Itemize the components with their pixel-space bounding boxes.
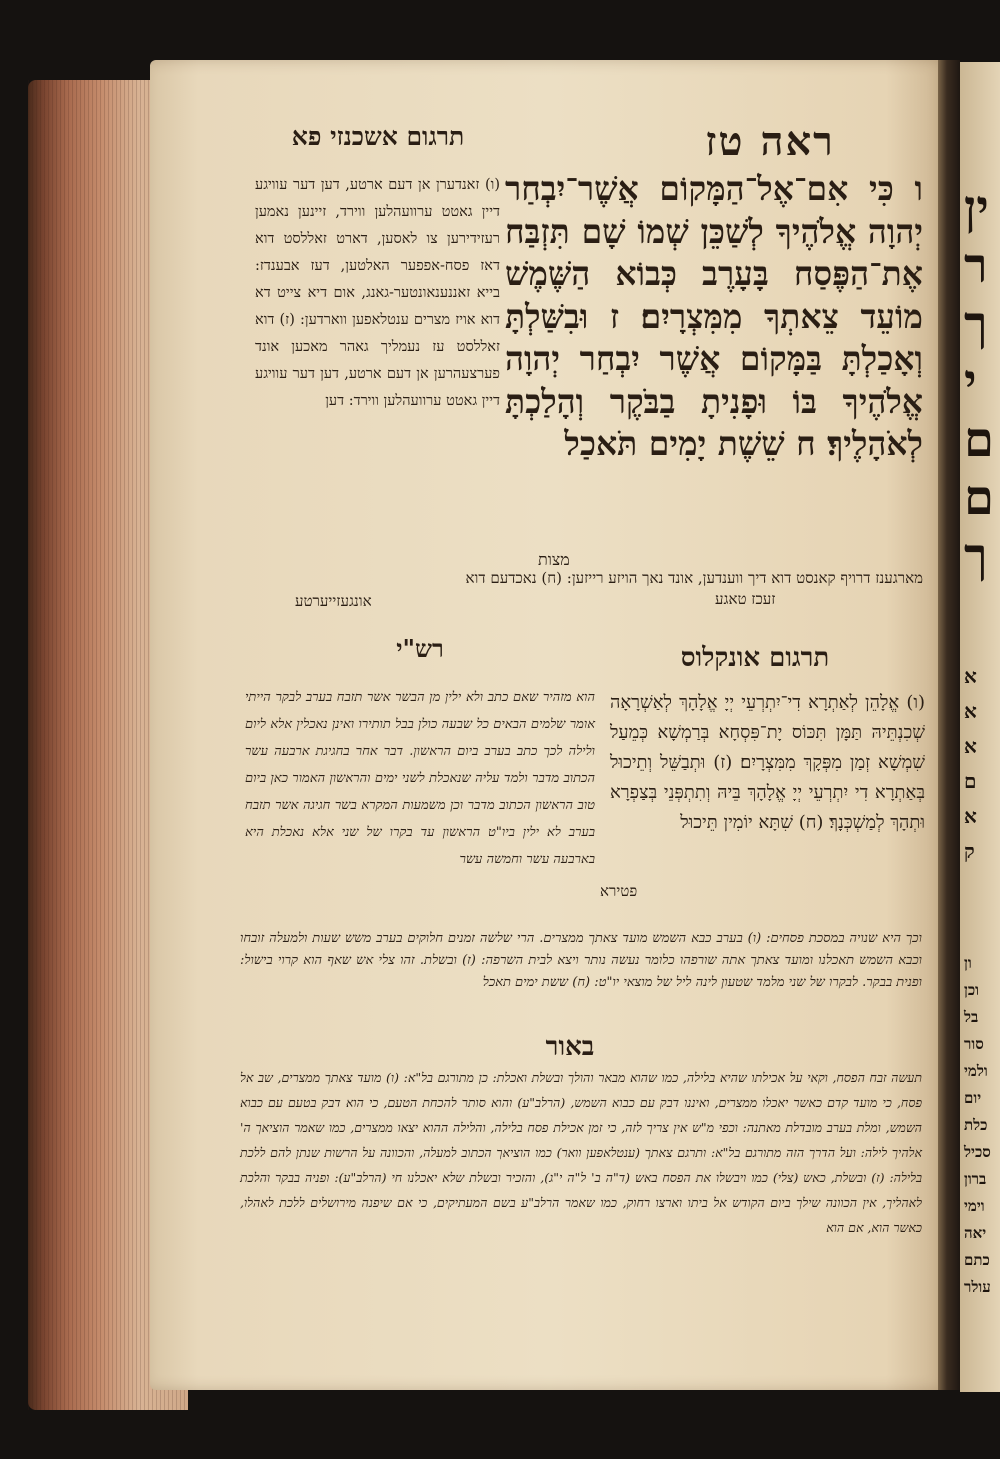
book-gutter bbox=[938, 60, 960, 1390]
facing-page-fragment bbox=[960, 62, 1000, 1392]
facing-glyph: א bbox=[964, 699, 977, 723]
facing-glyph: כלת bbox=[964, 1116, 988, 1134]
parsha-heading: ראה טז bbox=[705, 118, 835, 165]
translation-line-3: אונגעזייערטע bbox=[295, 592, 372, 610]
facing-glyph: בל bbox=[964, 1008, 979, 1026]
translation-line-1: מארגענז דרויף קאנסט דוא דיך ווענדען, אונד נאך הויזע רייזען: (ח) נאכדעם דוא bbox=[465, 569, 923, 587]
rashi-continuation: וכך היא שנויה במסכת פסחים: (ו) בערב כבא השמש מועד צאתך ממצרים. הרי שלשה זמנים חלוקים בערב משש שעות ולמעלה זובחו וכבא השמש תאכלנו ומועד צאתך אתה שורפהו כלומר נעשה נותר ויצא לבית השרפה: (ז) ובשלת. זהו צלי אש שאף הוא קרוי בישול: ופנית בבקר. לבקרו של שני מלמד שטעון לינה ליל של מוצאי יו"ט: (ח) ששת ימים תאכל bbox=[240, 931, 922, 990]
facing-glyph: ך bbox=[964, 528, 988, 584]
facing-glyph: ך bbox=[964, 296, 988, 352]
translation-continuation bbox=[255, 568, 923, 588]
yiddish-translation: (ו) זאנדערן אן דעם ארטע, דען דער עוויגע דיין גאטט ערוועהלען ווירד, זיינען נאמען רעזידירען צו לאסען, דארט זאללסט דוא דאז פסח-אפפער האלטען, דעז אבענדז: בייא זאננענאונטער-גאנג, אום דיא צייט דא דוא אויז מצרים ענטלאפען ווארדען: (ז) דוא זאללסט עז נעמליך גאהר מאכען אונד פערצעהרען אן דעם ארטע, דען דער עוויגע דיין גאטט ערוועהלען ווירד: דען bbox=[255, 177, 500, 409]
facing-glyph: ם bbox=[964, 769, 977, 793]
facing-glyph: ון bbox=[964, 954, 972, 972]
torah-verse-text: ו כִּי אִם־אֶל־הַמָּקוֹם אֲשֶׁר־יִבְחַר יְהוָה אֱלֹהֶיךָ לְשַׁכֵּן שְׁמוֹ שָׁם תִּזְבַּח אֶת־הַפֶּסַח בָּעָרֶב כְּבוֹא הַשֶּׁמֶשׁ מוֹעֵד צֵאתְךָ מִמִּצְרָיִם׃ ז וּבִשַּׁלְתָּ וְאָכַלְתָּ בַּמָּקוֹם אֲשֶׁר יִבְחַר יְהוָה אֱלֹהֶיךָ בּוֹ וּפָנִיתָ בַבֹּקֶר וְהָלַכְתָּ לְאֹהָלֶיךָ׃ ח שֵׁשֶׁת יָמִים תֹּאכַל bbox=[505, 169, 923, 463]
onkelos-text: (ו) אֱלָהֵן לְאַתְרָא דִי־יִתְרְעֵי יְיָ אֱלָהָךְ לְאַשְׁרָאָה שְׁכִנְתֵּיהּ תַּמָּן תִּכּוֹס יָת־פִּסְחָא בְּרַמְשָׁא כְּמֵעַל שִׁמְשָׁא זְמַן מִפְּקָךְ מִמִּצְרָיִם׃ (ז) וּתְבַשֵּׁל וְתֵיכוּל בְּאַתְרָא דִי יִתְרְעֵי יְיָ אֱלָהָךְ בֵּיהּ וְתִתְפְּנֵי בְּצַפְרָא וּתְהָךְ לְמַשְׁכְּנָךְ׃ (ח) שִׁתָּא יוֹמִין תֵּיכוּל bbox=[610, 692, 925, 833]
facing-glyph: וכן bbox=[964, 981, 979, 999]
biur-heading: באור bbox=[545, 1032, 595, 1062]
facing-glyph: ברון bbox=[964, 1170, 987, 1188]
facing-glyph: י bbox=[964, 354, 977, 410]
facing-glyph: ולמי bbox=[964, 1062, 988, 1080]
facing-glyph: עולר bbox=[964, 1278, 991, 1296]
petira-note: פטירא bbox=[600, 882, 638, 900]
rashi-text: הוא מזהיר שאם כתב ולא ילין מן הבשר אשר תזבח בערב לבקר הייתי אומר שלמים הבאים כל שבעה כולן בבל תותירו ואינן נאכלין אלא ליום ולילה לכך כתב בערב ביום הראשון. דבר אחר בחגיגת ארבעה עשר הכתוב מדבר ולמד עליה שנאכלת לשני ימים והראשון האמור כאן ביום טוב הראשון הכתוב מדבר וכן משמעות המקרא בשר חגיגה אשר תזבח בערב לא ילין ביו"ט הראשון עד בקרו של שני אלא נאכלת היא בארבעה עשר וחמשה עשר bbox=[245, 690, 595, 867]
targum-page-heading: תרגום אשכנזי פא bbox=[291, 122, 465, 151]
facing-glyph: יאה bbox=[964, 1224, 987, 1242]
biur-text: תעשה זבח הפסח, וקאי על אכילתו שהיא בלילה, כמו שהוא מבאר והולך ובשלת ואכלת: כן מתורגם בל"א: (ו) מועד צאתך ממצרים, שב אל פסח, כי מועד קדם כאשר יאכלו ממצרים, ואיננו דבק עם כבוא השמש, (הרלב"ע) והוא סותר להכחת הטעם, כי הוא דבק בטעם עם כבוא השמש, ומלת בערב מובדלת מאתנה: וכפי מ"ש אין צריך לזה, כי זמן אכילת פסח בלילה, והלילה ההוא יצאו ממצרים, כמו שאמר הוציאך ה' אלהיך לילה: ועל הדרך הזה מתורגם בל"א: ותרגם צאתך (ענטלאפען וואר) כמו הוציאך הכתוב למעלה, והכוונה על הרשות שנתן להם ללכת בלילה: (ז) ובשלת, כאש (צלי) כמו ויבשלו את הפסח באש (ד"ה ב' ל"ה י"ג), והזכיר ובשלת שלא יאכלנו חי (הרלב"ע): ופניה בבקר והלכת לאהליך, אין הכוונה שילך ביום הקודש אל ביתו וארצו רחוק, כמו שאמר הרלב"ע בשם המעתיקים, כי אם שיפנה מירושלים ללכת לאהלו, כאשר הוא, אם הוא bbox=[240, 1070, 922, 1235]
matzot-note: מצות bbox=[538, 550, 570, 569]
facing-glyph: סכיל bbox=[964, 1143, 991, 1161]
facing-glyph: כתם bbox=[964, 1251, 990, 1269]
facing-glyph: א bbox=[964, 804, 977, 828]
rashi-heading: רש"י bbox=[396, 634, 444, 663]
facing-glyph: ם bbox=[964, 470, 994, 526]
facing-glyph: א bbox=[964, 734, 977, 758]
facing-glyph: א bbox=[964, 664, 977, 688]
facing-glyph: ין bbox=[964, 180, 989, 236]
facing-glyph: ק bbox=[964, 839, 975, 863]
facing-glyph: וימי bbox=[964, 1197, 985, 1215]
facing-glyph: סור bbox=[964, 1035, 984, 1053]
facing-glyph: ם bbox=[964, 412, 994, 468]
facing-glyph: ר bbox=[964, 238, 988, 294]
translation-line-2: זעכז טאגע bbox=[715, 590, 776, 608]
onkelos-heading: תרגום אונקלוס bbox=[680, 643, 830, 673]
facing-glyph: יום bbox=[964, 1089, 982, 1107]
